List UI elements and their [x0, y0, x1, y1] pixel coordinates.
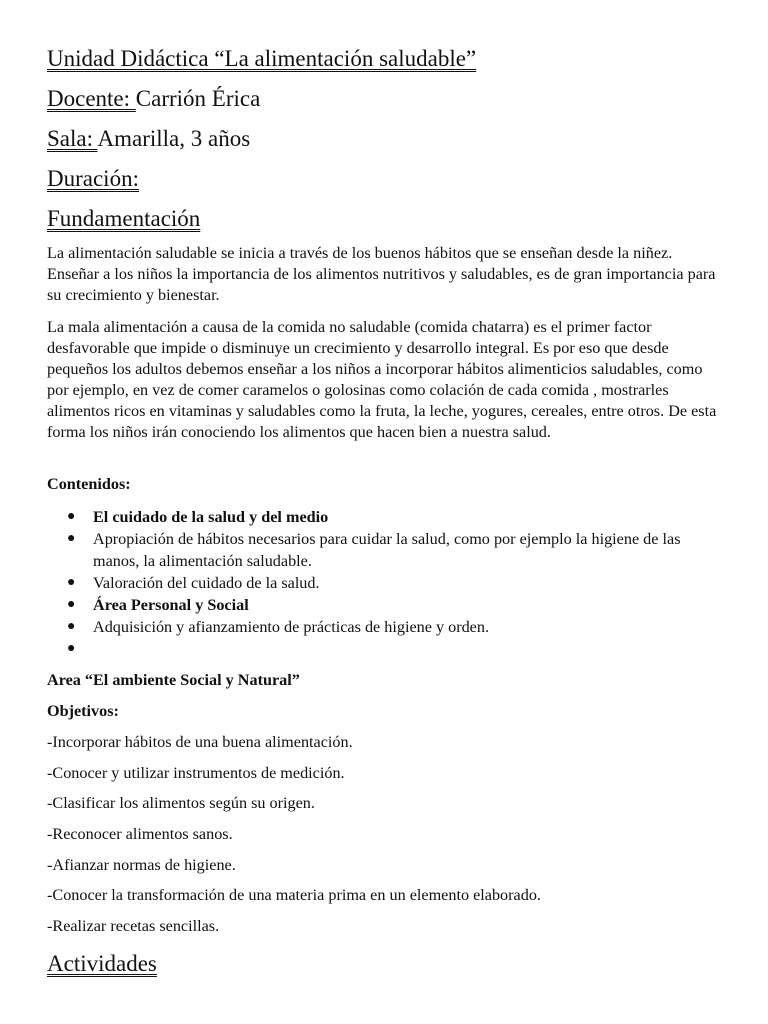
list-item-text: El cuidado de la salud y del medio [93, 508, 329, 526]
list-item [0, 638, 713, 660]
docente-line [47, 85, 260, 113]
list-item [0, 616, 713, 638]
objetivo-item: -Realizar recetas sencillas. [47, 917, 220, 935]
list-item [0, 594, 713, 616]
objetivo-item: -Incorporar hábitos de una buena alimentación. [47, 733, 353, 751]
contenidos-heading: Contenidos: [47, 475, 131, 493]
document-title [47, 45, 476, 73]
bullet-icon: ● [67, 641, 76, 656]
fundamentacion-paragraph-2: La mala alimentación a causa de la comida no saludable (comida chatarra) es el primer factor desfavorable que impide o disminuye un crecimiento y desarrollo integral. Es por eso que desde pequeños los adultos debemos enseñar a los niños a incorporar hábitos alimenticios saludables, como por ejemplo, en vez de comer caramelos o golosinas como colación de cada comida , mostrarles alimentos ricos en vitaminas y saludables como la fruta, la leche, yogures, cereales, entre otros. De esta forma los niños irán conociendo los alimentos que hacen bien a nuestra salud. [47, 318, 717, 441]
list-item-text: Apropiación de hábitos necesarios para cuidar la salud, como por ejemplo la higiene de las manos, la alimentación saludable. [93, 530, 681, 570]
fundamentacion-heading [47, 205, 200, 233]
fundamentacion-heading-text: Fundamentación [47, 206, 201, 231]
objetivo-item: -Afianzar normas de higiene. [47, 856, 236, 874]
bullet-icon: ● [67, 619, 76, 634]
list-item [0, 528, 713, 572]
sala-value: Amarilla, 3 años [97, 126, 251, 151]
docente-label: Docente: [47, 86, 136, 111]
bullet-icon: ● [67, 509, 76, 524]
duracion-line [47, 165, 139, 193]
sala-label: Sala: [47, 126, 98, 151]
list-item [0, 572, 713, 594]
actividades-heading-text: Actividades [47, 951, 157, 976]
bullet-icon: ● [67, 575, 76, 590]
objetivos-heading: Objetivos: [47, 702, 119, 720]
duracion-label: Duración: [47, 166, 139, 191]
list-item-text: Adquisición y afianzamiento de prácticas de higiene y orden. [93, 618, 490, 636]
bullet-icon: ● [67, 531, 76, 546]
sala-line [47, 125, 250, 153]
actividades-heading [47, 950, 157, 978]
contenidos-list [0, 506, 768, 660]
title-text: Unidad Didáctica “La alimentación saludable” [47, 46, 477, 71]
objetivo-item: -Clasificar los alimentos según su origen. [47, 794, 315, 812]
objetivo-item: -Reconocer alimentos sanos. [47, 825, 233, 843]
list-item [0, 506, 713, 528]
docente-value: Carrión Érica [135, 86, 261, 111]
objetivo-item: -Conocer y utilizar instrumentos de medición. [47, 764, 345, 782]
list-item-text: Área Personal y Social [93, 596, 249, 614]
area-heading: Area “El ambiente Social y Natural” [47, 671, 300, 689]
list-item-text: Valoración del cuidado de la salud. [93, 574, 320, 592]
bullet-icon: ● [67, 597, 76, 612]
objetivo-item: -Conocer la transformación de una materia prima en un elemento elaborado. [47, 886, 541, 904]
fundamentacion-paragraph-1: La alimentación saludable se inicia a través de los buenos hábitos que se enseñan desde la niñez. Enseñar a los niños la importancia de los alimentos nutritivos y saludables, es de gran importancia para su crecimiento y bienestar. [47, 244, 716, 304]
